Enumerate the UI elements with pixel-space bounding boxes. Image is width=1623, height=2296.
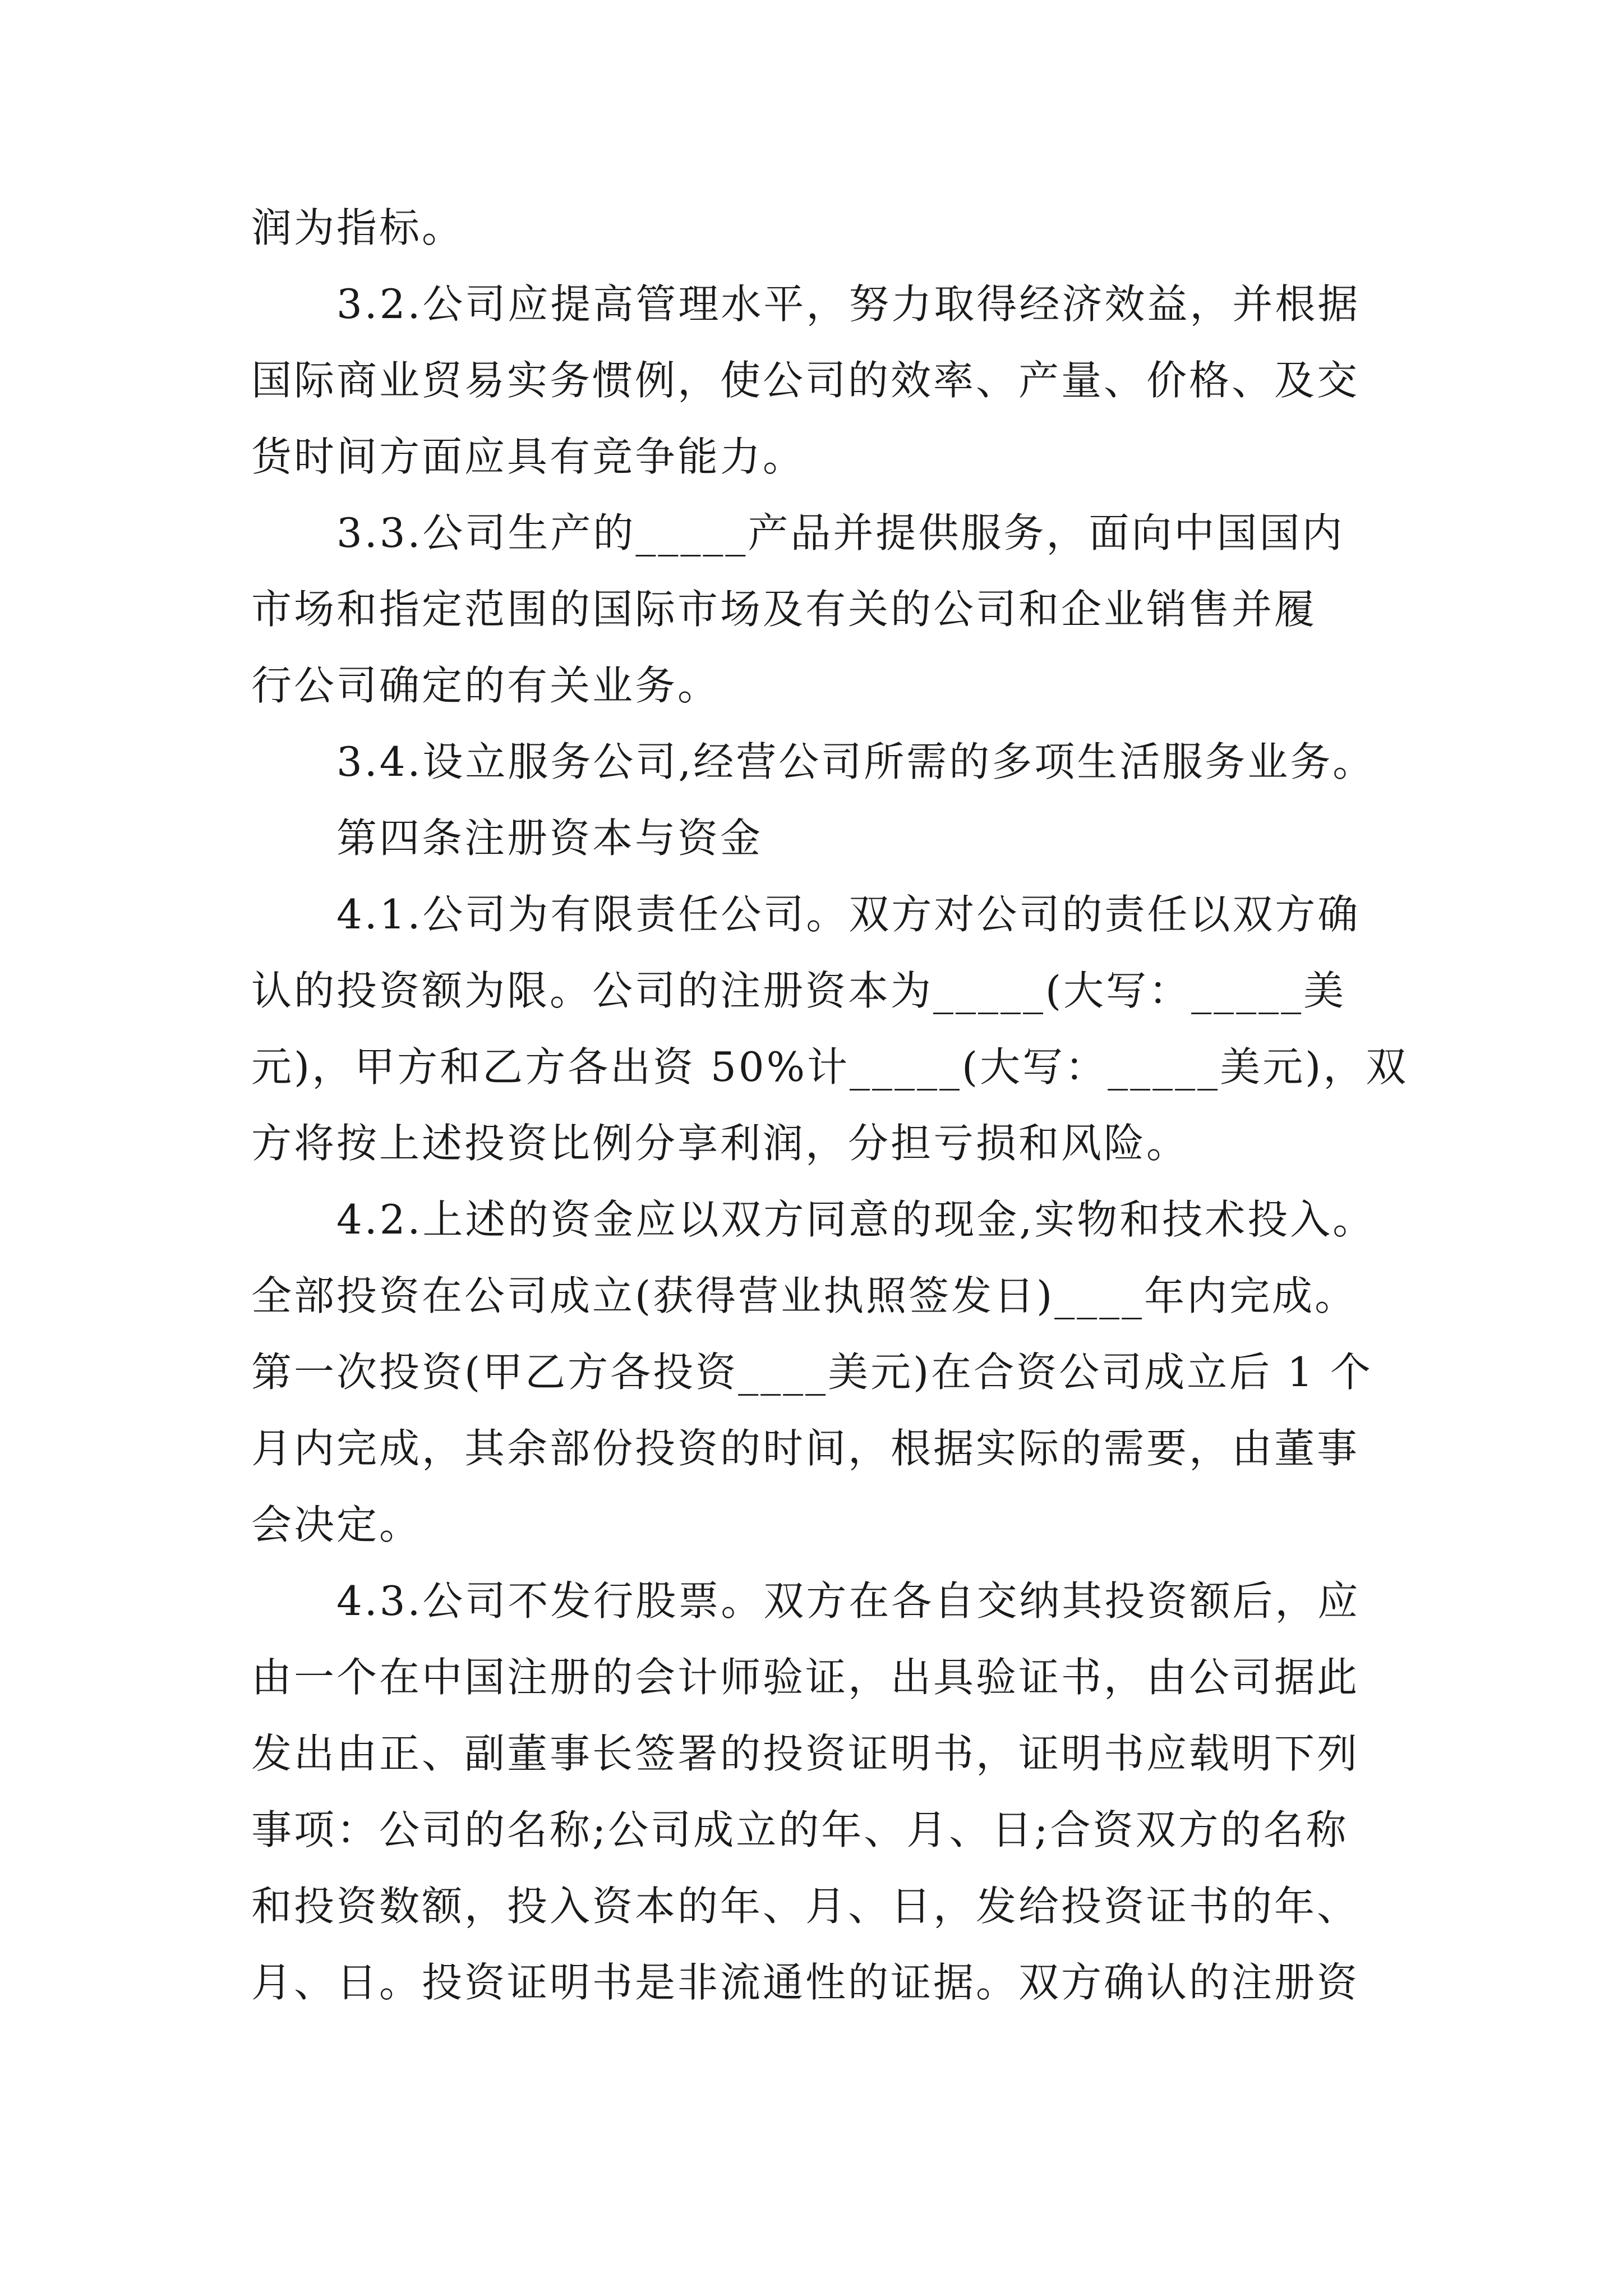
document-body xyxy=(251,190,1409,2021)
paragraph-line: 3.4.设立服务公司,经营公司所需的多项生活服务业务。 xyxy=(336,738,1376,785)
paragraph-line: 4.2.上述的资金应以双方同意的现金,实物和技术投入。 xyxy=(336,1196,1376,1243)
paragraph-line: 元)，甲方和乙方各出资 50%计_____(大写：_____美元)，双 xyxy=(251,1043,1409,1091)
paragraph-line: 发出由正、副董事长签署的投资证明书，证明书应载明下列 xyxy=(251,1730,1360,1777)
paragraph-line: 4.1.公司为有限责任公司。双方对公司的责任以双方确 xyxy=(336,891,1361,938)
paragraph-line: 事项：公司的名称;公司成立的年、月、日;合资双方的名称 xyxy=(251,1806,1349,1853)
paragraph-line: 货时间方面应具有竞争能力。 xyxy=(251,433,806,480)
paragraph-line: 方将按上述投资比例分享利润，分担亏损和风险。 xyxy=(251,1120,1189,1167)
paragraph-line: 4.3.公司不发行股票。双方在各自交纳其投资额后，应 xyxy=(336,1577,1361,1625)
paragraph-line: 行公司确定的有关业务。 xyxy=(251,662,721,709)
paragraph-line: 3.2.公司应提高管理水平，努力取得经济效益，并根据 xyxy=(336,280,1361,328)
paragraph-line: 3.3.公司生产的_____产品并提供服务，面向中国国内 xyxy=(336,509,1345,556)
paragraph-line: 市场和指定范围的国际市场及有关的公司和企业销售并履 xyxy=(251,586,1317,633)
paragraph-line: 润为指标。 xyxy=(251,204,465,251)
paragraph-line: 第一次投资(甲乙方各投资____美元)在合资公司成立后 1 个 xyxy=(251,1349,1373,1396)
paragraph-line: 国际商业贸易实务惯例，使公司的效率、产量、价格、及交 xyxy=(251,357,1360,404)
paragraph-line: 月内完成，其余部份投资的时间，根据实际的需要，由董事 xyxy=(251,1425,1360,1472)
paragraph-line: 月、日。投资证明书是非流通性的证据。双方确认的注册资 xyxy=(251,1959,1360,2006)
section-heading: 第四条注册资本与资金 xyxy=(336,815,763,862)
paragraph-line: 全部投资在公司成立(获得营业执照签发日)____年内完成。 xyxy=(251,1272,1358,1319)
paragraph-line: 和投资数额，投入资本的年、月、日，发给投资证书的年、 xyxy=(251,1883,1360,1930)
paragraph-line: 会决定。 xyxy=(251,1501,422,1548)
paragraph-line: 认的投资额为限。公司的注册资本为_____(大写：_____美 xyxy=(251,967,1347,1014)
paragraph-line: 由一个在中国注册的会计师验证，出具验证书，由公司据此 xyxy=(251,1654,1360,1701)
